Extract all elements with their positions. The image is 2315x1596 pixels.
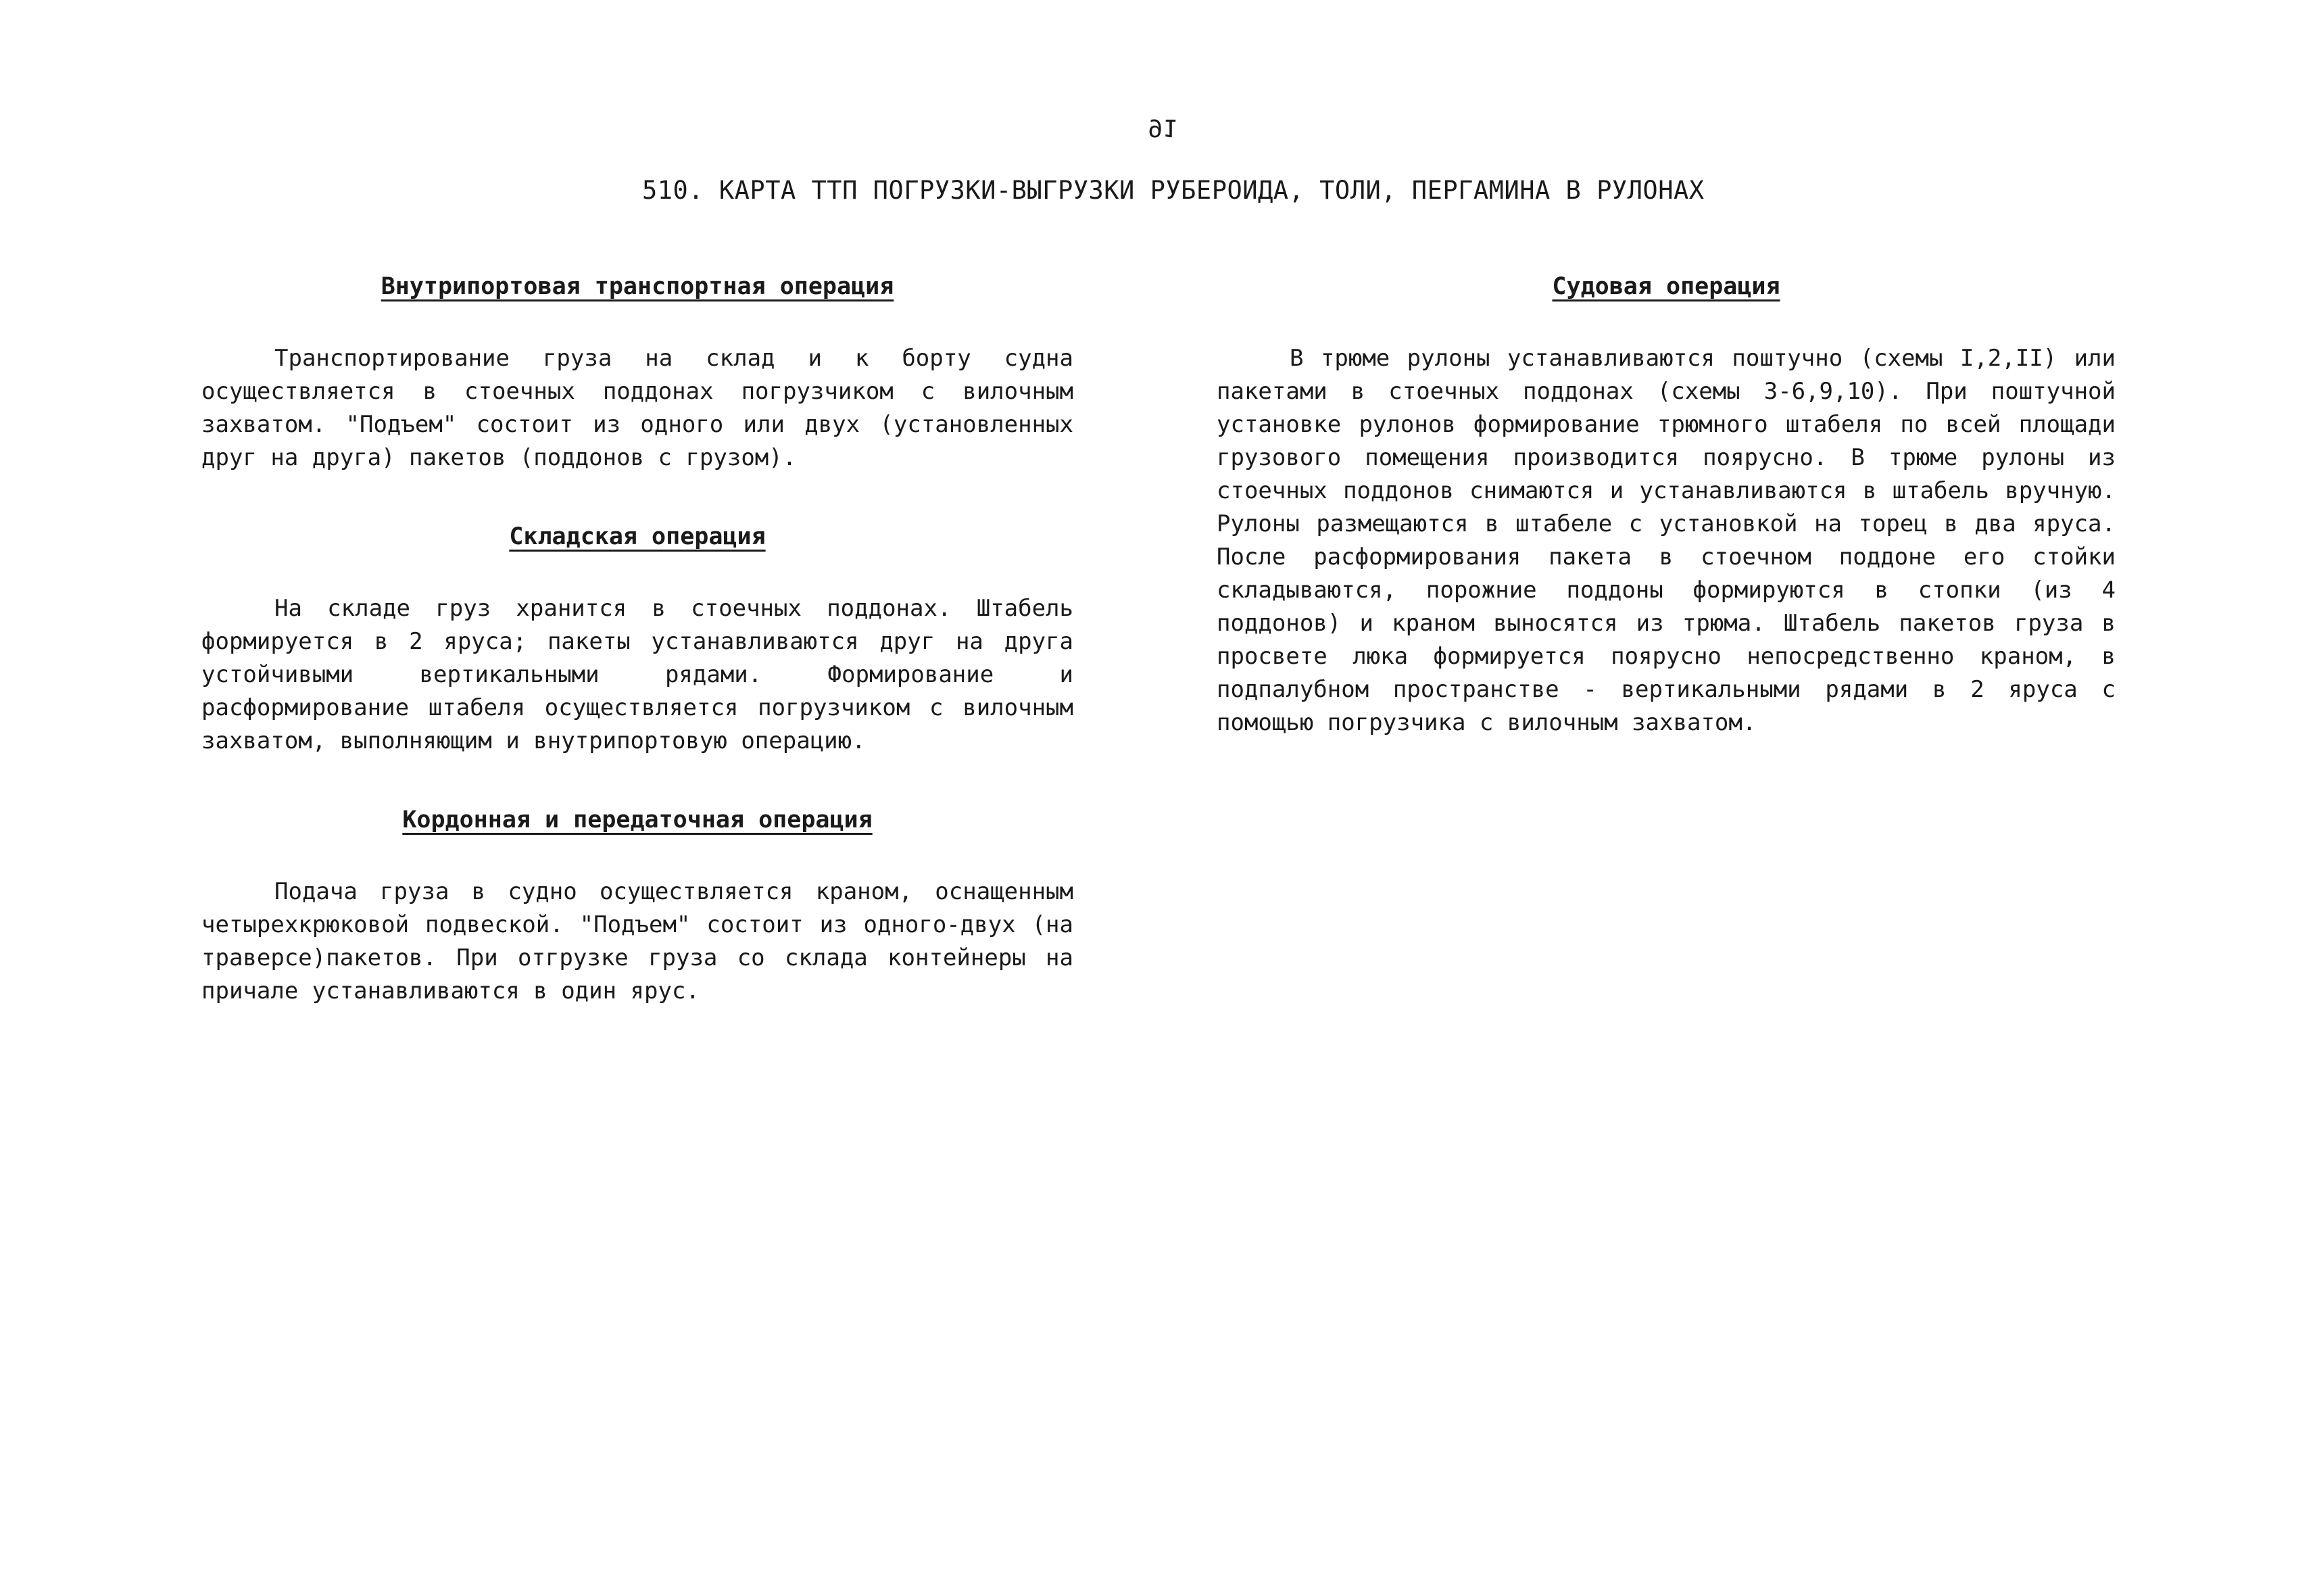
right-column: [1217, 270, 2116, 740]
document-title: 510. КАРТА ТТП ПОГРУЗКИ-ВЫГРУЗКИ РУБЕРОИДА, ТОЛИ, ПЕРГАМИНА В РУЛОНАХ: [642, 176, 1705, 205]
section-heading: Кордонная и передаточная операция: [402, 806, 873, 833]
section-text: Транспортирование груза на склад и к борту судна осуществляется в стоечных поддонах погрузчиком с вилочным захватом. "Подъем" состоит из одного или двух (установленных друг на друга) пакетов (поддонов с грузом).: [201, 345, 1073, 471]
section-text: В трюме рулоны устанавливаются поштучно (схемы I,2,II) или пакетами в стоечных поддонах (схемы 3-6,9,10). При поштучной установке рулонов формирование трюмного штабеля по всей площади грузового помещения производится поярусно. В трюме рулоны из стоечных поддонов снимаются и устанавливаются в штабель вручную. Рулоны размещаются в штабеле с установкой на торец в два яруса. После расформирования пакета в стоечном поддоне его стойки складываются, порожние поддоны формируются в стопки (из 4 поддонов) и краном выносятся из трюма. Штабель пакетов груза в просвете люка формируется поярусно непосредственно краном, в подпалубном пространстве - вертикальными рядами в 2 яруса с помощью погрузчика с вилочным захватом.: [1217, 345, 2116, 736]
section-heading: Внутрипортовая транспортная операция: [381, 273, 894, 300]
section-intraport: [201, 270, 1073, 475]
section-text: Подача груза в судно осуществляется краном, оснащенным четырехкрюковой подвеской. "Подъем" состоит из одного-двух (на траверсе)пакетов. При отгрузке груза со склада контейнеры на причале устанавливаются в один ярус.: [201, 878, 1073, 1005]
section-cordon: [201, 804, 1073, 1008]
section-warehouse: [201, 521, 1073, 758]
section-heading: Судовая операция: [1552, 273, 1780, 300]
section-ship: [1217, 270, 2116, 740]
left-column: [201, 270, 1073, 1008]
section-text: На складе груз хранится в стоечных поддонах. Штабель формируется в 2 яруса; пакеты устанавливаются друг на друга устойчивыми вертикальными рядами. Формирование и расформирование штабеля осуществляется погрузчиком с вилочным захватом, выполняющим и внутрипортовую операцию.: [201, 595, 1073, 754]
page-number: 91: [1148, 114, 1177, 141]
section-heading: Складская операция: [509, 523, 766, 550]
